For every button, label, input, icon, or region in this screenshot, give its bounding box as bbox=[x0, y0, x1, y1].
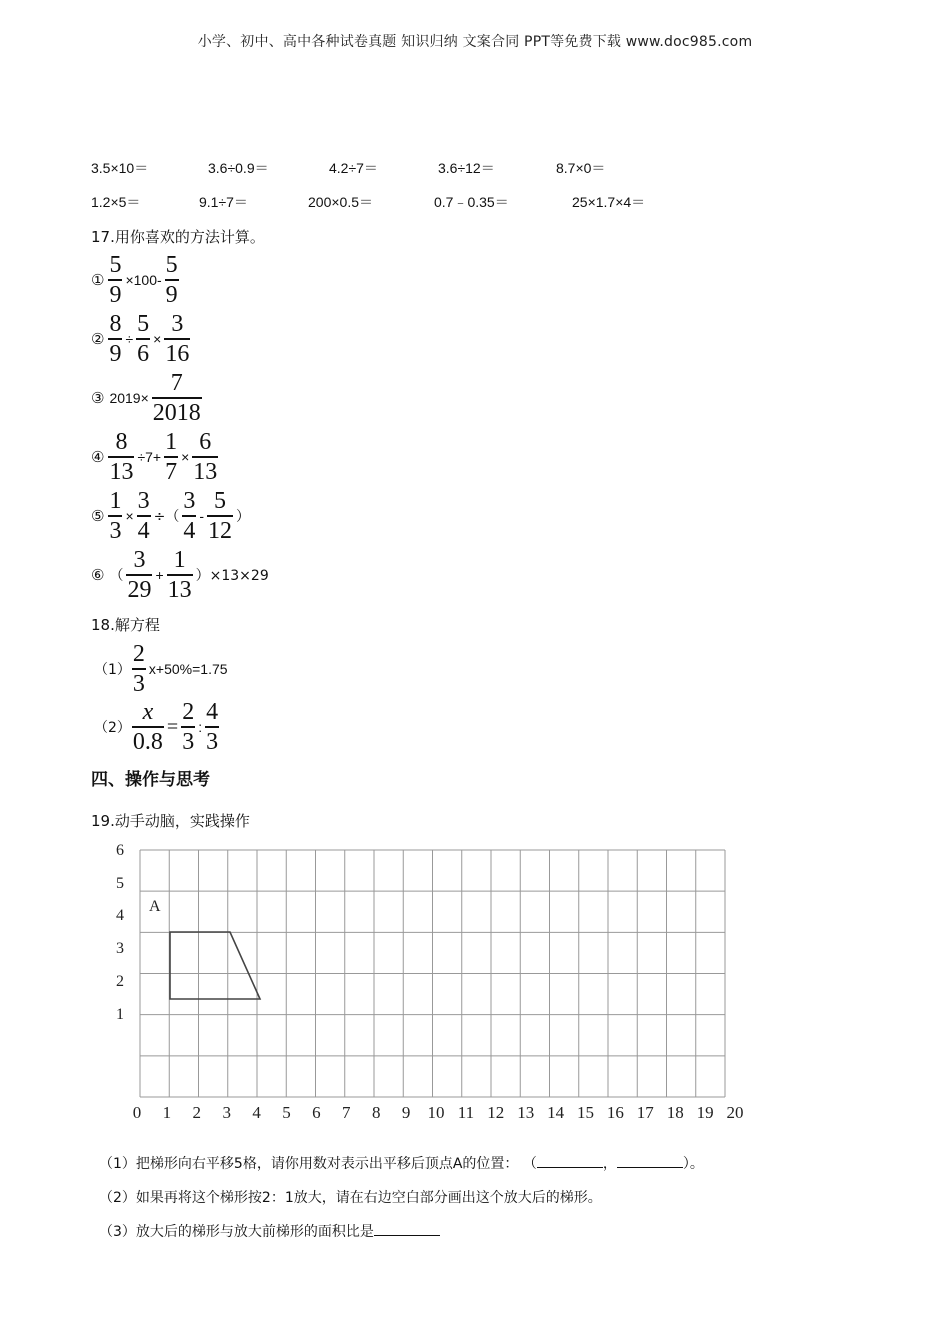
operator: ÷（ bbox=[153, 509, 180, 525]
q17-problem-2 bbox=[91, 312, 191, 366]
item-marker: ④ bbox=[91, 448, 105, 466]
q17-problem-3 bbox=[91, 371, 203, 425]
fraction: $\frac{3}{16}$ bbox=[165, 311, 190, 367]
x-tick-label: 7 bbox=[342, 1103, 351, 1122]
oral-item: 200×0.5＝ bbox=[308, 194, 373, 210]
fraction: $\frac{2}{3}$ bbox=[132, 641, 145, 697]
oral-item: 9.1÷7＝ bbox=[199, 194, 248, 210]
y-tick-label: 5 bbox=[116, 875, 124, 892]
item-marker: ① bbox=[91, 271, 105, 289]
page-header: 小学、初中、高中各种试卷真题 知识归纳 文案合同 PPT等免费下载 www.doc985.com bbox=[197, 34, 753, 50]
fraction: $\frac{8}{13}$ bbox=[109, 429, 134, 485]
equation-label: （1） bbox=[94, 662, 131, 678]
fraction: $\frac{x}{0.8}$ bbox=[132, 699, 163, 755]
x-tick-label: 9 bbox=[401, 1103, 411, 1122]
answer-blank[interactable] bbox=[617, 1153, 683, 1168]
fraction: $\frac{7}{2018}$ bbox=[152, 370, 201, 426]
equation-label: （2） bbox=[94, 720, 131, 736]
x-tick-label: 8 bbox=[371, 1103, 381, 1122]
part-3-text: （3）放大后的梯形与放大前梯形的面积比是 bbox=[99, 1224, 374, 1240]
fraction: $\frac{1}{3}$ bbox=[109, 488, 122, 544]
x-tick-label: 17 bbox=[636, 1103, 654, 1122]
answer-blank[interactable] bbox=[537, 1153, 603, 1168]
operator: ÷7+ bbox=[137, 449, 162, 465]
part-1-end: ）。 bbox=[682, 1156, 704, 1172]
y-axis-labels bbox=[116, 842, 124, 1023]
q19-part-3 bbox=[99, 1221, 440, 1241]
x-tick-label: 16 bbox=[606, 1103, 624, 1122]
y-tick-label: 2 bbox=[116, 973, 124, 990]
y-tick-label: 3 bbox=[116, 940, 124, 957]
x-tick-label: 5 bbox=[282, 1103, 291, 1122]
x-tick-label: 4 bbox=[252, 1103, 261, 1122]
x-tick-label: 0 bbox=[132, 1103, 142, 1122]
operator: × bbox=[153, 331, 162, 347]
q17-problem-6 bbox=[91, 548, 271, 602]
fraction: $\frac{5}{9}$ bbox=[165, 252, 178, 308]
question-17-title: 17.用你喜欢的方法计算。 bbox=[91, 228, 265, 246]
item-marker: ⑥ bbox=[91, 566, 105, 584]
x-tick-label: 6 bbox=[312, 1103, 321, 1122]
x-tick-label: 2 bbox=[192, 1103, 202, 1122]
x-tick-label: 15 bbox=[577, 1103, 594, 1122]
x-tick-label: 3 bbox=[222, 1103, 231, 1122]
fraction: $\frac{4}{3}$ bbox=[206, 699, 219, 755]
fraction: $\frac{8}{9}$ bbox=[109, 311, 122, 367]
operator: × bbox=[181, 449, 190, 465]
y-tick-label: 4 bbox=[116, 907, 124, 924]
vertex-label-a: A bbox=[149, 898, 161, 915]
fraction: $\frac{5}{9}$ bbox=[109, 252, 122, 308]
question-19-title: 19.动手动脑，实践操作 bbox=[91, 812, 250, 830]
y-tick-label: 6 bbox=[116, 842, 124, 859]
x-tick-label: 10 bbox=[427, 1103, 445, 1122]
fraction: $\frac{3}{29}$ bbox=[127, 547, 152, 603]
q19-part-1 bbox=[99, 1153, 704, 1173]
operator: ÷ bbox=[125, 331, 134, 347]
x-tick-label: 19 bbox=[696, 1103, 714, 1122]
ratio-colon: : bbox=[198, 719, 203, 735]
x-tick-label: 1 bbox=[162, 1103, 172, 1122]
x-tick-label: 13 bbox=[517, 1103, 535, 1122]
x-tick-label: 20 bbox=[726, 1103, 744, 1122]
oral-item: 8.7×0＝ bbox=[556, 160, 606, 176]
y-tick-label: 1 bbox=[116, 1006, 124, 1023]
oral-item: 4.2÷7＝ bbox=[329, 160, 378, 176]
operator: 2019× bbox=[109, 390, 149, 406]
part-1-text: （1）把梯形向右平移5格，请你用数对表示出平移后顶点A的位置： （ bbox=[99, 1156, 537, 1172]
operator: （ bbox=[109, 568, 124, 584]
question-18-title: 18.解方程 bbox=[91, 616, 160, 634]
oral-item: 3.6÷0.9＝ bbox=[208, 160, 269, 176]
oral-item: 3.6÷12＝ bbox=[438, 160, 495, 176]
x-tick-label: 14 bbox=[547, 1103, 565, 1122]
oral-item: 0.7﹣0.35＝ bbox=[434, 194, 509, 210]
fraction: $\frac{5}{6}$ bbox=[137, 311, 150, 367]
fraction: $\frac{5}{12}$ bbox=[208, 488, 233, 544]
x-tick-label: 11 bbox=[457, 1103, 475, 1122]
fraction: $\frac{1}{13}$ bbox=[167, 547, 192, 603]
oral-item: 1.2×5＝ bbox=[91, 194, 141, 210]
fraction: $\frac{1}{7}$ bbox=[165, 429, 178, 485]
equation-1 bbox=[94, 642, 230, 696]
fraction: $\frac{3}{4}$ bbox=[183, 488, 196, 544]
item-marker: ③ bbox=[91, 389, 105, 407]
operator: ） bbox=[236, 509, 251, 525]
section-heading: 四、操作与思考 bbox=[91, 770, 210, 790]
equation-2 bbox=[94, 700, 220, 754]
trapezoid bbox=[170, 932, 260, 999]
oral-item: 25×1.7×4＝ bbox=[572, 194, 646, 210]
oral-item: 3.5×10＝ bbox=[91, 160, 149, 176]
q17-problem-1 bbox=[91, 253, 180, 307]
operator: ×100- bbox=[125, 272, 162, 288]
grid-lines bbox=[140, 850, 725, 1097]
item-marker: ⑤ bbox=[91, 507, 105, 525]
x-tick-label: 12 bbox=[487, 1103, 505, 1122]
q19-part-2: （2）如果再将这个梯形按2：1放大，请在右边空白部分画出这个放大后的梯形。 bbox=[99, 1190, 602, 1206]
operator: + bbox=[155, 567, 164, 583]
equals-sign: = bbox=[166, 715, 179, 738]
comma: ， bbox=[602, 1156, 617, 1172]
operator: × bbox=[125, 508, 134, 524]
x-tick-label: 18 bbox=[666, 1103, 684, 1122]
operator: ）×13×29 bbox=[195, 568, 269, 584]
fraction: $\frac{2}{3}$ bbox=[182, 699, 195, 755]
fraction: $\frac{6}{13}$ bbox=[193, 429, 218, 485]
q17-problem-5 bbox=[91, 489, 252, 543]
fraction: $\frac{3}{4}$ bbox=[137, 488, 150, 544]
coordinate-grid bbox=[100, 835, 760, 1130]
item-marker: ② bbox=[91, 330, 105, 348]
operator: - bbox=[199, 508, 205, 524]
q17-problem-4 bbox=[91, 430, 219, 484]
answer-blank[interactable] bbox=[374, 1221, 440, 1236]
equation-expression: x+50%=1.75 bbox=[148, 661, 228, 677]
x-axis-labels bbox=[133, 1103, 744, 1122]
